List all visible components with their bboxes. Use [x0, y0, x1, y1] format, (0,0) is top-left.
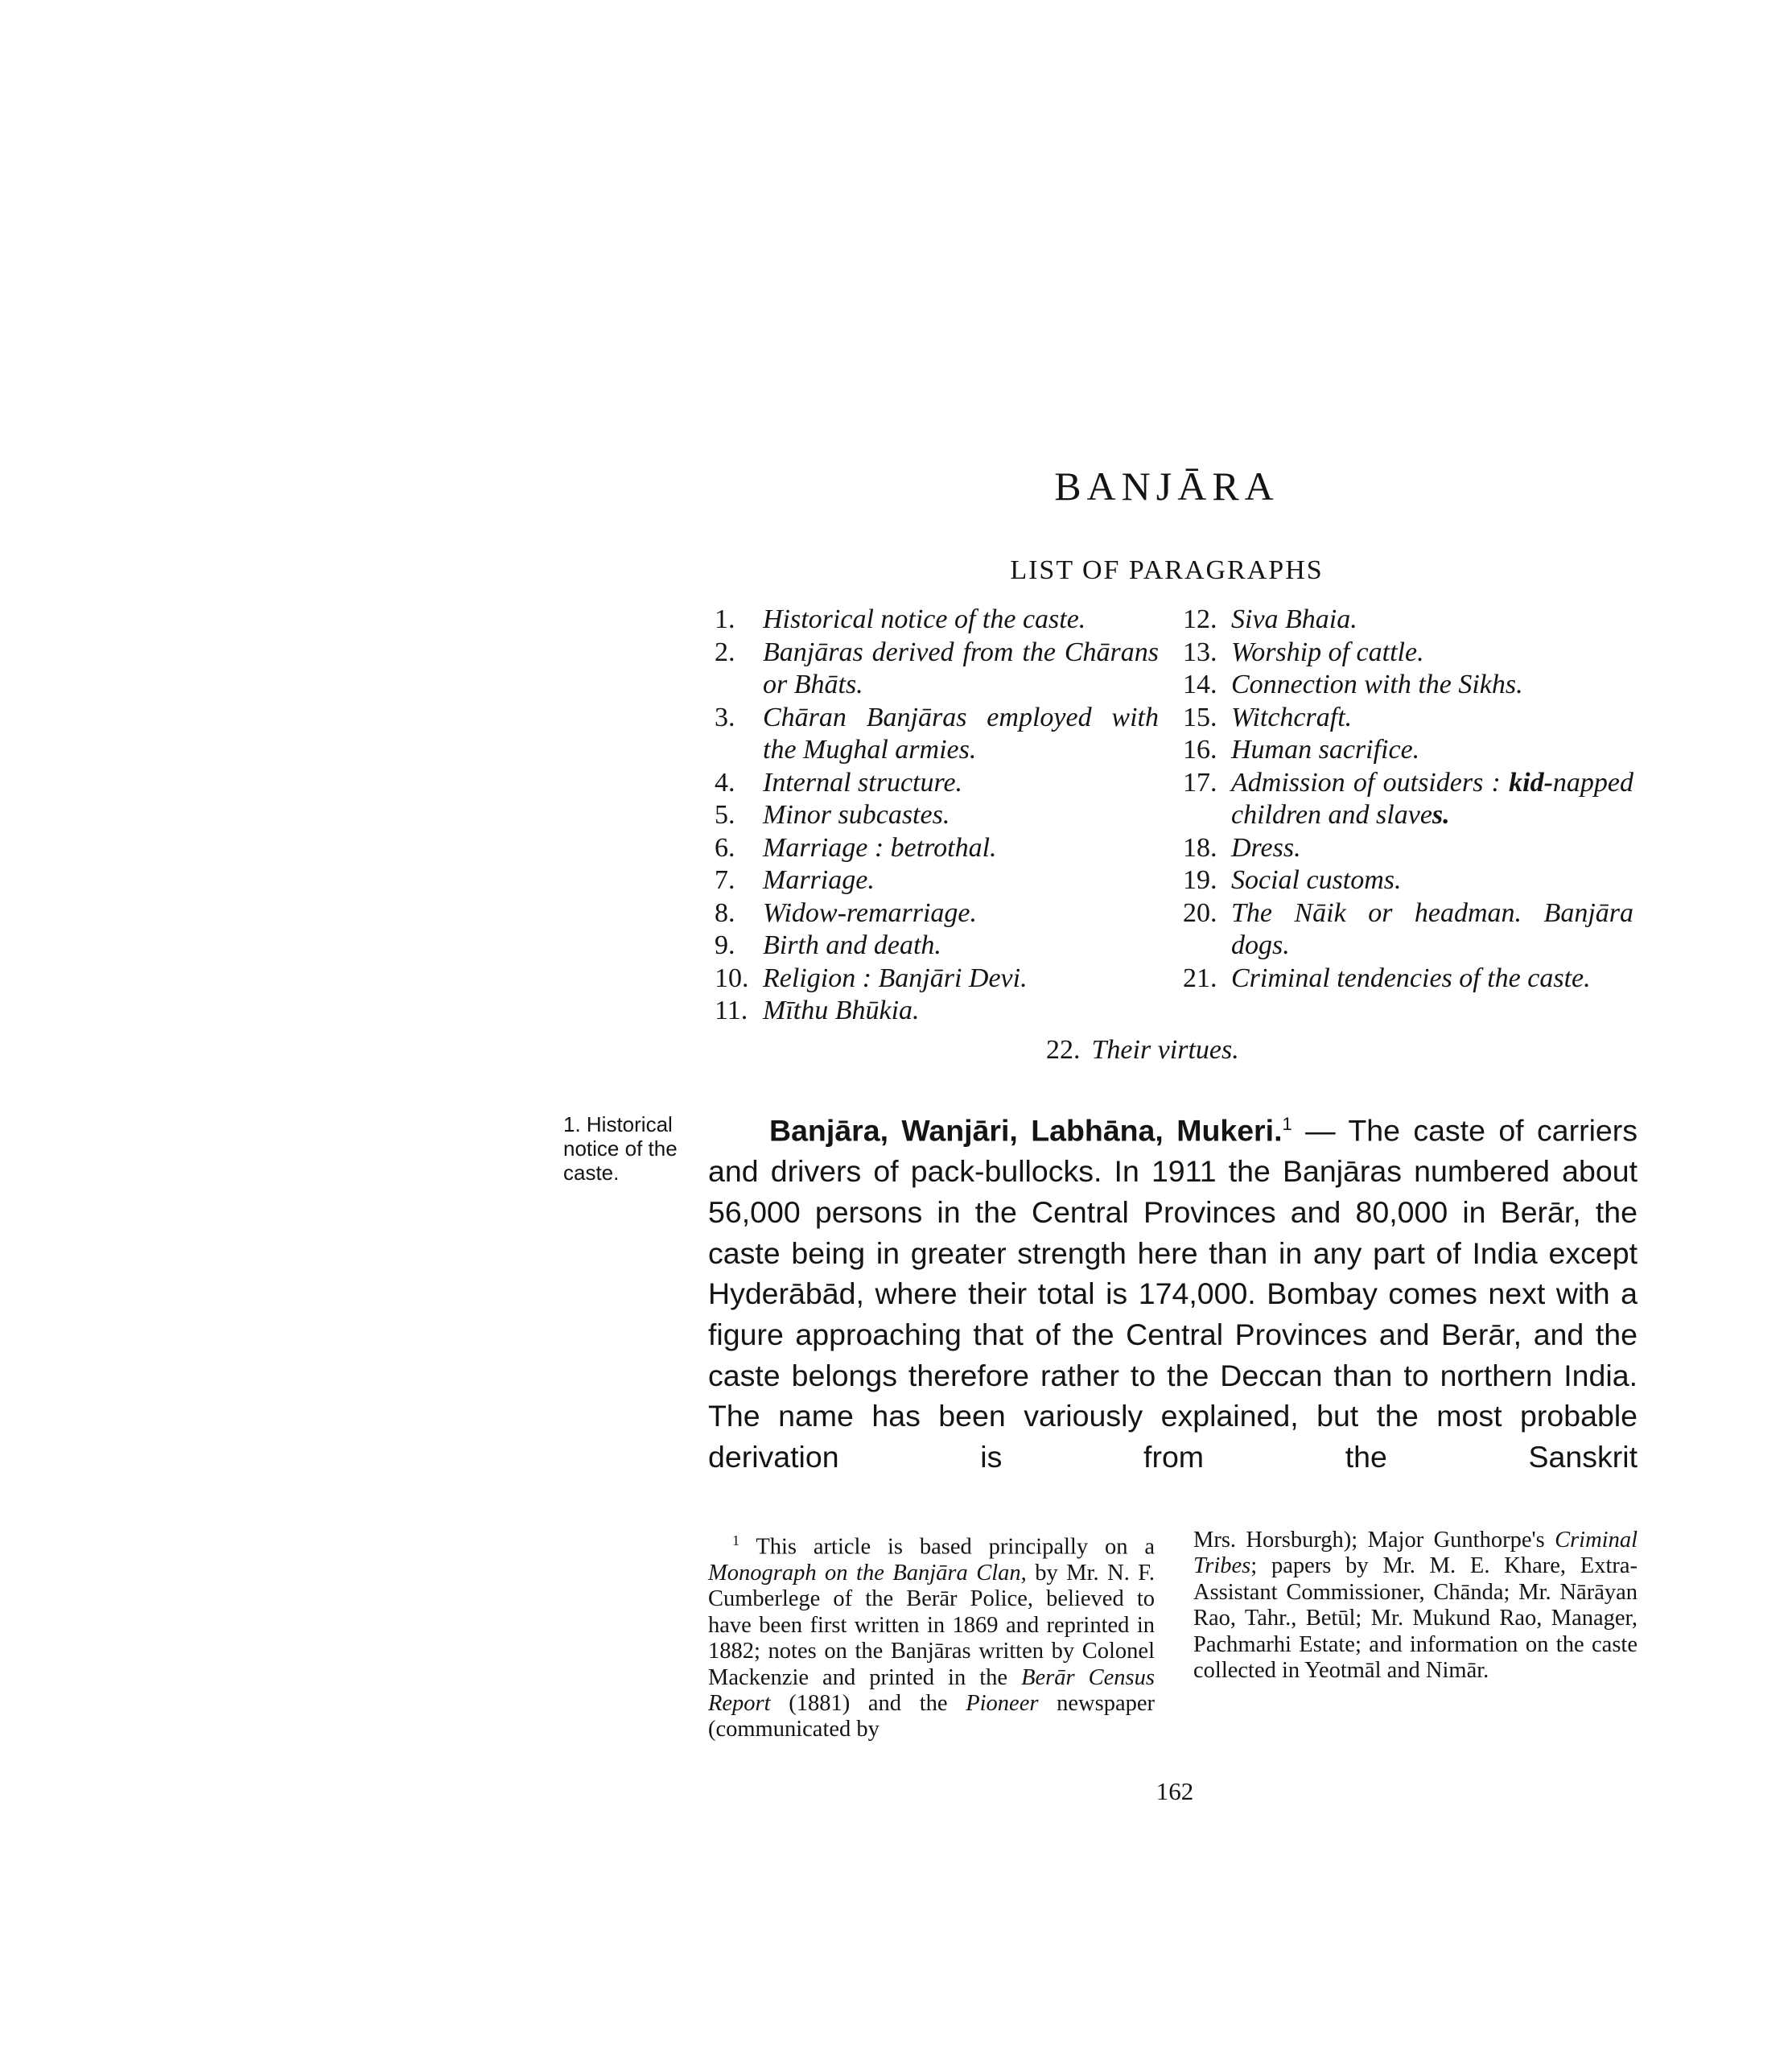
toc-item: 9. Birth and death. [715, 930, 941, 960]
toc-item: 8. Widow-remarriage. [715, 897, 978, 928]
toc-item: 20. The Nāik or headman. Banjāra dogs. [1183, 897, 1633, 960]
body-paragraph: Banjāra, Wanjāri, Labhāna, Mukeri.$^1$ — The caste of carriers and drivers of pack-bullocks. In 1911 the Banjāras numbered about 56,000 persons in the Central Provinces and 80,000 in Berār, the caste being in greater strength here than in any part of India except Hyderābād, where their total is 174,000. Bombay comes next with a figure approaching that of the Central Provinces and Berār, and the caste belongs therefore rather to the Deccan than to northern India. The name has been variously explained, but the most probable derivation is from the Sanskrit [708, 1113, 1638, 1474]
toc-item: 2. Banjāras derived from the Chārans or Bhāts. [715, 637, 1159, 699]
toc-item: 21. Criminal tendencies of the caste. [1183, 963, 1591, 993]
footnote-left-column: $^1$ This article is based principally on a Monograph on the Banjāra Clan, by Mr. N. F. Cumberlege of the Berār Police, believed to have been first written in 1869 and reprinted in 1882; notes on the Banjāras written by Colonel Mackenzie and printed in the Berār Census Report (1881) and the Pioneer newspaper (communicated by [708, 1532, 1155, 1742]
footnote-right-column: Mrs. Horsburgh); Major Gunthorpe's Criminal Tribes; papers by Mr. M. E. Khare, Extra-Assistant Commissioner, Chānda; Mr. Nārāyan Rao, Tahr., Betūl; Mr. Mukund Rao, Manager, Pachmarhi Estate; and information on the caste collected in Yeotmāl and Nimār. [1193, 1528, 1638, 1684]
toc-item: 17. Admission of outsiders : kid-napped children and slaves. [1183, 767, 1633, 830]
toc-item: 12. Siva Bhaia. [1183, 604, 1357, 634]
toc-item: 11. Mīthu Bhūkia. [715, 996, 920, 1025]
toc-item: 14. Connection with the Sikhs. [1183, 670, 1523, 699]
toc-item: 10. Religion : Banjāri Devi. [715, 963, 1028, 993]
toc-item: 19. Social customs. [1183, 865, 1402, 895]
footnote-ref: 1 [1282, 1114, 1292, 1134]
list-of-paragraphs-heading: LIST OF PARAGRAPHS [1010, 555, 1324, 585]
toc-left-column [715, 604, 1159, 1028]
toc-right-column [1183, 604, 1633, 995]
page-title: BANJĀRA [1054, 464, 1279, 509]
toc-item: 5. Minor subcastes. [715, 800, 950, 830]
toc-item: 16. Human sacrifice. [1183, 735, 1420, 765]
toc-item: 4. Internal structure. [715, 767, 963, 798]
footnote-marker: 1 [732, 1532, 739, 1548]
marginal-note: 1. Historical notice of the caste. [563, 1112, 678, 1185]
toc-item: 18. Dress. [1183, 832, 1301, 863]
entry-heading: Banjāra, Wanjāri, Labhāna, Mukeri. [769, 1113, 1283, 1148]
toc-item: 1. Historical notice of the caste. [715, 604, 1086, 634]
page-number: 162 [1156, 1777, 1194, 1805]
toc-item-last: 22. Their virtues. [1046, 1035, 1239, 1065]
toc-item: 13. Worship of cattle. [1183, 637, 1424, 667]
toc-item: 15. Witchcraft. [1183, 702, 1353, 732]
toc-item: 3. Chāran Banjāras employed with the Mughal armies. [715, 702, 1159, 765]
toc-item: 7. Marriage. [715, 865, 875, 895]
toc-item: 6. Marriage : betrothal. [715, 832, 997, 863]
